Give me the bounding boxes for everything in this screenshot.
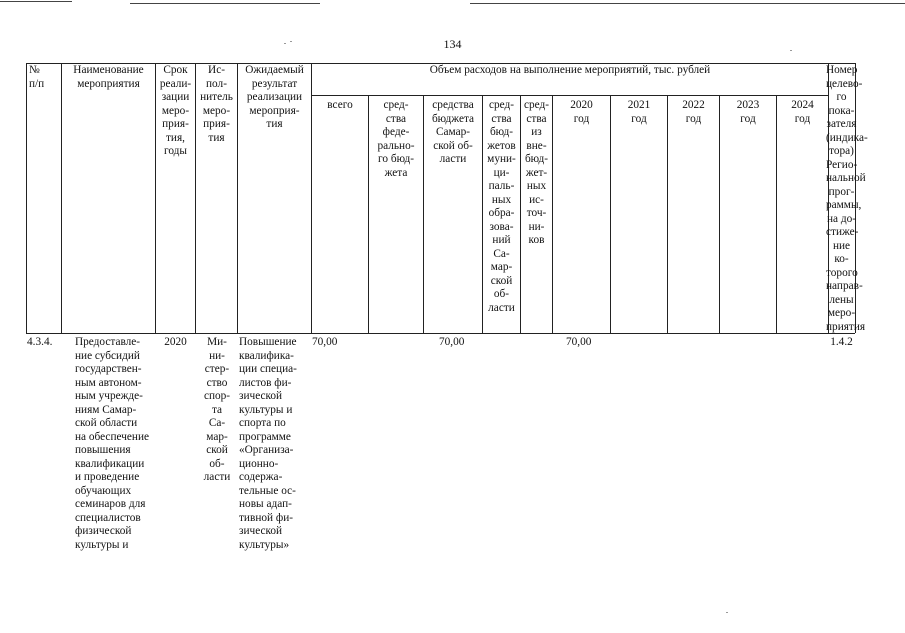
header-term: Срок реали- зации меро- прия- тия, годы: [159, 64, 192, 157]
header-expenses-group: Объем расходов на выполнение мероприятий, тыс. рублей: [429, 64, 711, 76]
header-year-2022: 2022 год: [682, 99, 705, 125]
header-year-2024: 2024 год: [791, 99, 814, 125]
row-indicator: 1.4.2: [830, 336, 853, 348]
header-total: всего: [327, 99, 353, 111]
header-federal-budget: сред- ства феде- рально- го бюд- жета: [377, 99, 415, 179]
header-year-2020: 2020 год: [570, 99, 593, 125]
row-total: 70,00: [312, 336, 338, 348]
header-offbudget-sources: сред- ства из вне- бюд- жет- ных ис- точ- ни- ков: [523, 99, 550, 246]
header-indicator: Номер целево- го пока- зателя (индика- тора) Регио- нальной прог- раммы, на до- стиже- ние ко- торого направ- лены меро- приятия: [826, 64, 868, 333]
header-year-2023: 2023 год: [736, 99, 760, 125]
header-regional-budget: средства бюджета Самар- ской об- ласти: [431, 99, 475, 165]
row-executor: Ми- ни- стер- ство спор- та Са- мар- ской об- ласти: [203, 336, 231, 483]
header-name: Наименование мероприятия: [73, 64, 144, 90]
scan-edge-middle: [130, 3, 320, 4]
row-activity-name: Предоставле- ние субсидий государствен- ным автоном- ным учрежде- ниям Самар- ской области на обеспечение повышения квалификации и проведение обучающих семинаров для специалистов физической культуры и: [75, 336, 150, 551]
scan-edge-left: [0, 1, 72, 2]
row-number: 4.3.4.: [27, 336, 53, 348]
scan-edge-right: [470, 3, 905, 4]
row-term: 2020: [164, 336, 187, 348]
row-regional-budget: 70,00: [439, 336, 465, 348]
header-number: № п/п: [29, 64, 45, 90]
header-executor: Ис- пол- нитель меро- прия- тия: [200, 64, 233, 144]
header-year-2021: 2021 год: [627, 99, 651, 125]
row-year-2020: 70,00: [566, 336, 592, 348]
page-number: 134: [443, 37, 462, 51]
row-expected-result: Повышение квалифика- ции специа- листов фи- зической культуры и спорта по программе «Организа- ционно- содержа- тельные ос- новы адап- тивной фи- зической культуры»: [239, 336, 297, 551]
scan-speck: [726, 612, 728, 613]
header-result: Ожидаемый результат реализации мероприя- тия: [245, 64, 304, 130]
header-municipal-budgets: сред- ства бюд- жетов муни- ци- паль- ных обра- зова- ний Са- мар- ской об- ласти: [487, 99, 516, 314]
